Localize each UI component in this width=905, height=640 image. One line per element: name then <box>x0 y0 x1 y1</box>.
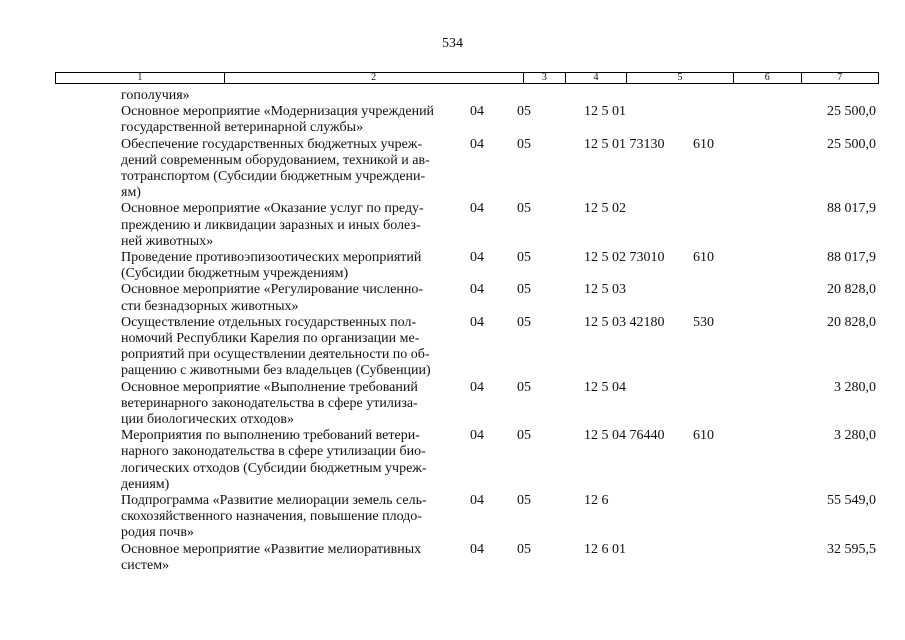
row-name-line: систем» <box>121 557 170 573</box>
row-name <box>121 315 465 380</box>
row-section: 04 <box>470 541 484 557</box>
row-name-line: государственной ветеринарной службы» <box>121 120 364 136</box>
row-name <box>121 428 465 493</box>
row-subsection: 05 <box>517 136 531 152</box>
row-name-line: Обеспечение государственных бюджетных учреж- <box>121 136 423 152</box>
header-col-1: 1 <box>56 73 225 83</box>
row-subsection: 05 <box>517 493 531 509</box>
table-row <box>0 137 905 202</box>
row-name-line: ней животных» <box>121 233 214 249</box>
row-amount: 55 549,0 <box>827 493 876 509</box>
row-section: 04 <box>470 250 484 266</box>
row-amount: 20 828,0 <box>827 314 876 330</box>
row-name-line: Основное мероприятие «Регулирование численно- <box>121 282 423 298</box>
row-name-line: преждению и ликвидации заразных и иных болез- <box>121 217 421 233</box>
table-row <box>0 493 905 542</box>
row-name-line: нарного законодательства в сфере утилизации био- <box>121 444 426 460</box>
header-col-6: 6 <box>734 73 802 83</box>
row-subsection: 05 <box>517 314 531 330</box>
row-name-line: Проведение противоэпизоотических мероприятий <box>121 250 422 266</box>
row-subsection: 05 <box>517 250 531 266</box>
row-name-line: скохозяйственного назначения, повышение плодо- <box>121 509 422 525</box>
row-name-line: дений современным оборудованием, техникой и ав- <box>121 152 430 168</box>
header-col-2: 2 <box>225 73 524 83</box>
row-name-line: ращению с животными без владельцев (Субвенции) <box>121 363 431 379</box>
row-name-line: роприятий при осуществлении деятельности по об- <box>121 347 430 363</box>
row-section: 04 <box>470 314 484 330</box>
row-name-line: Мероприятия по выполнению требований ветери- <box>121 428 420 444</box>
row-expense-type: 610 <box>693 250 714 266</box>
row-name-line: (Субсидии бюджетным учреждениям) <box>121 266 349 282</box>
row-amount: 3 280,0 <box>834 428 876 444</box>
table-row <box>0 250 905 282</box>
table-row <box>0 104 905 136</box>
row-name <box>121 380 465 429</box>
row-target-code: 12 5 04 <box>584 379 626 395</box>
row-name <box>121 542 465 574</box>
row-amount: 88 017,9 <box>827 201 876 217</box>
header-col-7: 7 <box>837 72 843 83</box>
row-amount: 25 500,0 <box>827 104 876 120</box>
row-name-line: Подпрограмма «Развитие мелиорации земель сель- <box>121 493 427 509</box>
table-row <box>0 282 905 314</box>
row-target-code: 12 5 04 76440 <box>584 428 665 444</box>
row-target-code: 12 5 01 <box>584 104 626 120</box>
row-name-line: ветеринарного законодательства в сфере утилиза- <box>121 395 418 411</box>
page-number: 534 <box>442 36 463 51</box>
row-name-line: Основное мероприятие «Развитие мелиоративных <box>121 541 422 557</box>
row-name-line: номочий Республики Карелия по организации ме- <box>121 331 420 347</box>
row-name <box>121 104 465 136</box>
table-row <box>0 315 905 380</box>
row-name-line: гополучия» <box>121 88 190 103</box>
table-row <box>0 428 905 493</box>
table-row <box>0 380 905 429</box>
row-name-line: родия почв» <box>121 525 194 541</box>
row-target-code: 12 5 03 <box>584 282 626 298</box>
row-subsection: 05 <box>517 541 531 557</box>
row-amount: 32 595,5 <box>827 541 876 557</box>
row-name <box>121 250 465 282</box>
row-amount: 3 280,0 <box>834 379 876 395</box>
header-col-4: 4 <box>566 73 627 83</box>
row-name <box>121 201 465 250</box>
row-section: 04 <box>470 379 484 395</box>
row-name-line: Осуществление отдельных государственных пол- <box>121 314 417 330</box>
row-target-code: 12 5 02 <box>584 201 626 217</box>
row-target-code: 12 6 01 <box>584 541 626 557</box>
row-name-line: Основное мероприятие «Оказание услуг по преду- <box>121 201 424 217</box>
row-section: 04 <box>470 428 484 444</box>
row-subsection: 05 <box>517 104 531 120</box>
row-expense-type: 530 <box>693 314 714 330</box>
row-name-line: Основное мероприятие «Модернизация учреждений <box>121 104 435 120</box>
row-name-line: Основное мероприятие «Выполнение требований <box>121 379 418 395</box>
table-row <box>0 201 905 250</box>
header-col-5: 5 <box>627 73 734 83</box>
row-section: 04 <box>470 104 484 120</box>
table-body <box>0 88 905 574</box>
row-name <box>121 88 465 104</box>
row-section: 04 <box>470 201 484 217</box>
table-header-row <box>55 72 879 84</box>
row-section: 04 <box>470 282 484 298</box>
row-subsection: 05 <box>517 201 531 217</box>
row-amount: 25 500,0 <box>827 136 876 152</box>
row-name-line: дениям) <box>121 476 170 492</box>
row-expense-type: 610 <box>693 428 714 444</box>
row-name-line: ям) <box>121 185 141 201</box>
row-name <box>121 493 465 542</box>
row-target-code: 12 5 01 73130 <box>584 136 665 152</box>
row-subsection: 05 <box>517 428 531 444</box>
table-row <box>0 542 905 574</box>
row-target-code: 12 5 02 73010 <box>584 250 665 266</box>
row-section: 04 <box>470 493 484 509</box>
row-name-line: сти безнадзорных животных» <box>121 298 299 314</box>
row-amount: 88 017,9 <box>827 250 876 266</box>
row-name <box>121 137 465 202</box>
row-target-code: 12 5 03 42180 <box>584 314 665 330</box>
row-name-line: логических отходов (Субсидии бюджетным учреж- <box>121 460 427 476</box>
table-row <box>0 88 905 104</box>
row-target-code: 12 6 <box>584 493 609 509</box>
row-subsection: 05 <box>517 379 531 395</box>
row-section: 04 <box>470 136 484 152</box>
row-name-line: тотранспортом (Субсидии бюджетным учреждени- <box>121 169 426 185</box>
row-amount: 20 828,0 <box>827 282 876 298</box>
row-name-line: ции биологических отходов» <box>121 412 294 428</box>
row-name <box>121 282 465 314</box>
row-expense-type: 610 <box>693 136 714 152</box>
header-col-3: 3 <box>524 73 567 83</box>
row-subsection: 05 <box>517 282 531 298</box>
